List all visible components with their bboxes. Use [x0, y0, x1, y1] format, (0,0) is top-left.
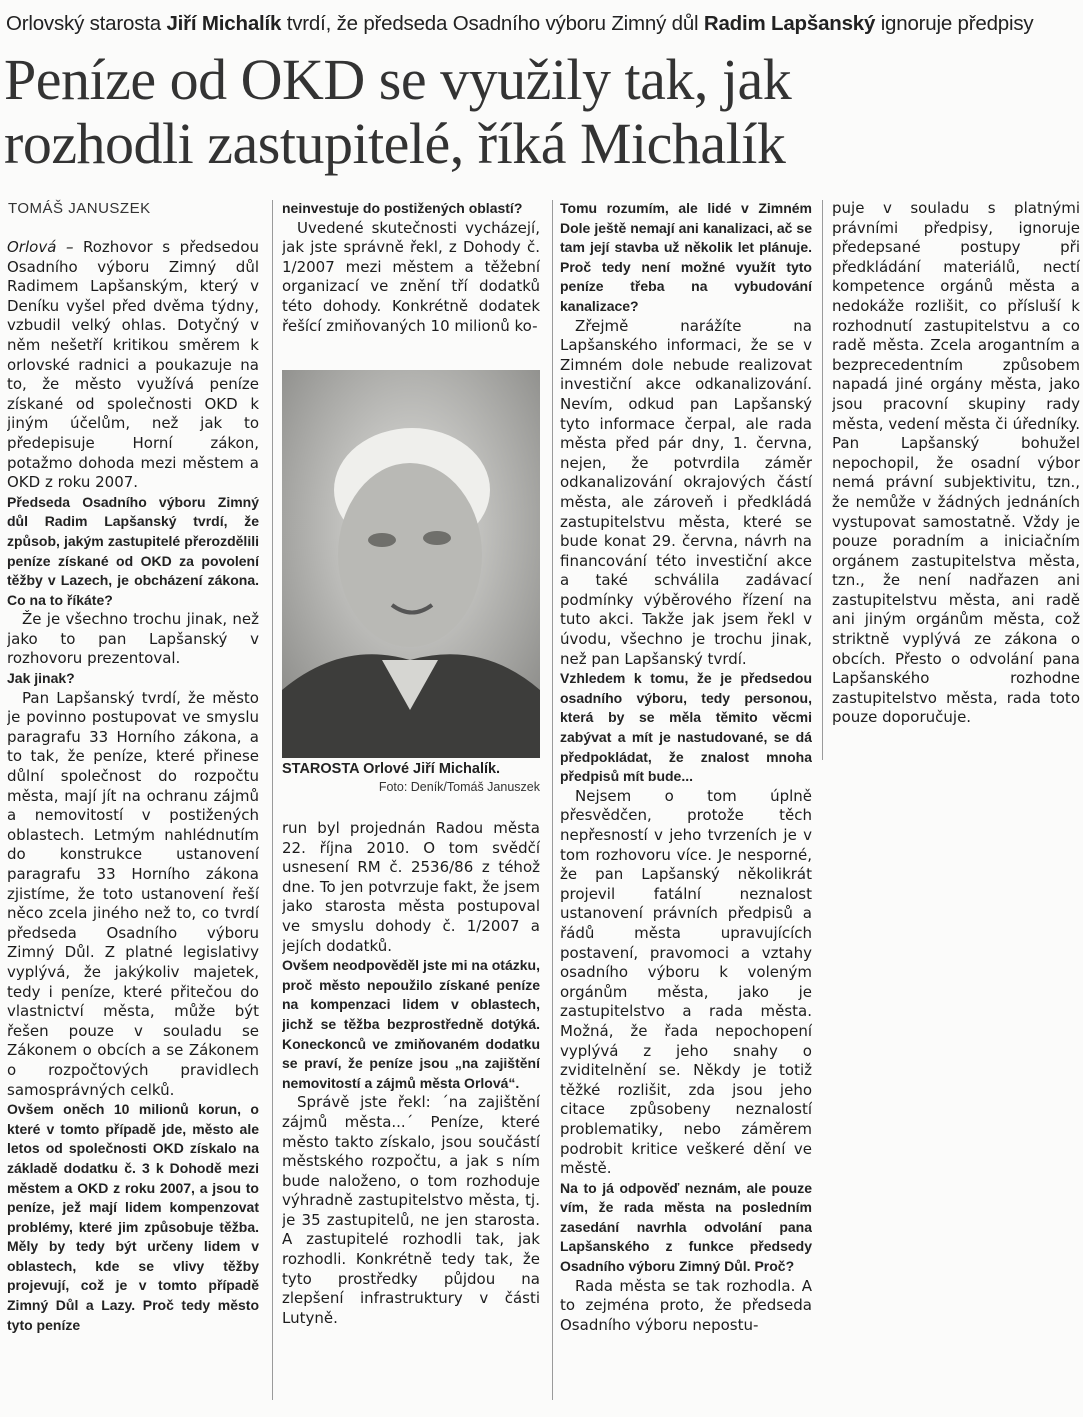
column-divider: [272, 200, 273, 1400]
kicker: [6, 12, 1083, 36]
article-column-1: [7, 238, 259, 1408]
kicker-text-1: Orlovský starosta: [6, 12, 167, 35]
answer-paragraph: Pan Lapšanský tvrdí, že město je povinno postupovat ve smyslu paragrafu 33 Horního zákona, a to tak, že peníze, které přinese důlní společnost do rozpočtu města, mají jít na ochranu zájmů a nemovitostí v postižených oblastech. Letmým nahlédnutím do konstrukce ustanovení paragrafu 33 Horního zákona zjistíme, že toto ustanovení řeší něco zcela jiného než to, co tvrdí předseda Osadního výboru Zimný Důl. Z platné legislativy vyplývá, že jakýkoliv majetek, tedy i peníze, které přitečou do vlastnictví města, může být řešen pouze v souladu se Zákonem o obcích a se Zákonem o rozpočtových pravidlech samosprávných celků.: [7, 688, 259, 1099]
column-divider: [552, 200, 553, 1400]
answer-paragraph: Že je všechno trochu jinak, než jako to pan Lapšanský v rozhovoru prezentoval.: [7, 610, 259, 668]
article-column-4: [832, 199, 1080, 759]
answer-paragraph: run byl projednán Radou města 22. října 2010. O tom svědčí usnesení RM č. 2536/86 z téhož dne. To jen potvrzuje fakt, že jsem jako starosta města postupoval ve smyslu dohody č. 1/2007 a jejích dodatků.: [282, 819, 540, 955]
headline-line-1: Peníze od OKD se využily tak, jak: [4, 48, 792, 112]
kicker-name-mayor: Jiří Michalík: [166, 12, 282, 35]
lead-text: Rozhovor s předsedou Osadního výboru Zimný důl Radimem Lapšanským, který v Deníku vyšel před dvěma týdny, vzbudil velký ohlas. Dotyčný v něm nešetří kritikou směrem k orlovské radnici a poukazuje na to, že město využívá peníze získané od společnosti OKD k jiným účelům, než jak to předepisuje Horní zákon, potažmo dohoda mezi městem a OKD z roku 2007.: [7, 238, 259, 492]
interview-question: Jak jinak?: [7, 670, 75, 687]
author-byline: TOMÁŠ JANUSZEK: [8, 200, 151, 217]
headline: [4, 48, 1083, 176]
kicker-name-chairman: Radim Lapšanský: [703, 12, 876, 35]
interview-question: Tomu rozumím, ale lidé v Zimném Dole ještě nemají ani kanalizaci, ač se tam její stavba už několik let plánuje. Proč tedy není možné využít tyto peníze třeba na vybudování kanalizace?: [560, 200, 812, 314]
lead-paragraph: [7, 238, 259, 493]
article-column-2-top: [282, 199, 540, 371]
portrait-image: [282, 370, 540, 758]
kicker-text-3: ignoruje předpisy: [875, 12, 1034, 35]
answer-paragraph: Zřejmě narážíte na Lapšanského informaci, že se v Zimném dole nebude realizovat investiční akce odkanalizování. Nevím, odkud pan Lapšanský tyto informace čerpal, ale rada města před pár dny, 1. června, nejen, že potvrdila záměr odkanalizování okrajových částí města, ale zároveň i předkládá zastupitelstvu města, které se bude konat 29. června, návrh na financování této investiční akce a také schválila zadávací podmínky výběrového řízení na tuto akci. Takže jak jsem řekl v úvodu, všechno je trochu jinak, než pan Lapšanský tvrdí.: [560, 316, 812, 668]
interview-question: Na to já odpověď neznám, ale pouze vím, že rada města na posledním zasedání navrhla odvolání pana Lapšanského z funkce předsedy Osadního výboru Zimný Důl. Proč?: [560, 1179, 812, 1275]
photo-caption: [282, 760, 540, 796]
photo-credit: Foto: Deník/Tomáš Januszek: [378, 780, 540, 794]
headline-line-2: rozhodli zastupitelé, říká Michalík: [4, 112, 786, 176]
interview-question: neinvestuje do postižených oblastí?: [282, 200, 523, 216]
mayor-photo: [282, 370, 540, 758]
answer-paragraph: Rada města se tak rozhodla. A to zejména proto, že předseda Osadního výboru nepostu-: [560, 1276, 812, 1334]
column-divider: [822, 200, 823, 760]
photo-caption-title: STAROSTA Orlové Jiří Michalík.: [282, 761, 501, 777]
answer-paragraph: Správě jste řekl: ´na zajištění zájmů města...´ Peníze, které město takto získalo, jsou součástí městského rozpočtu, a jak s ním bude naloženo, o tom rozhoduje výhradně zastupitelstvo města, tj. je 35 zastupitelů, ne jen starosta. A zastupitelé rozhodli tak, jak rozhodli. Konkrétně tedy tak, že tyto prostředky půjdou na zlepšení infrastruktury v části Lutyně.: [282, 1093, 540, 1327]
dateline: Orlová –: [7, 238, 74, 256]
interview-question: Ovšem oněch 10 milionů korun, o které v tomto případě jde, město ale letos od společnosti OKD získalo na základě dodatku č. 3 k Dohodě mezi městem a OKD z roku 2007, a jsou to peníze, jež mají lidem kompenzovat problémy, které jim způsobuje těžba. Měly by tedy být určeny lidem v oblastech, kde se vlivy těžby projevují, což je v tomto případě Zimný Důl a Lazy. Proč tedy město tyto peníze: [7, 1101, 259, 1333]
interview-question: Vzhledem k tomu, že je předsedou osadního výboru, tedy personou, která by se měla těmito věcmi zabývat a mít je nastudované, se dá předpokládat, že znalost mnoha předpisů mít bude...: [560, 670, 812, 785]
answer-paragraph: puje v souladu s platnými právními předpisy, ignoruje předepsané postupy při předkládání materiálů, nectí kompetence orgánů města a nedokáže rozlišit, co přísluší k rozhodnutí zastupitelstvu a co radě města. Zcela arogantním a bezprecedentním způsobem napadá jiné orgány města, jako jsou pracovní skupiny rady města, vedení města či úředníky. Pan Lapšanský bohužel nepochopil, že osadní výbor nemá právní subjektivitu, tzn., že nemůže v žádných jednáních vystupovat samostatně. Vždy je pouze poradním a iniciačním orgánem zastupitelstva města, tzn., že není nadřazen ani zastupitelstvu města, ani radě ani jiným orgánům města, což striktně vyplývá ze zákona o obcích. Přesto o odvolání pana Lapšanského rozhodne zastupitelstvo města, rada toto pouze doporučuje.: [832, 199, 1080, 727]
answer-paragraph: Uvedené skutečnosti vycházejí, jak jste správně řekl, z Dohody č. 1/2007 mezi městem a těžební organizací ve znění tří dodatků této dohody. Konkrétně dodatek řešící zmiňovaných 10 milionů ko-: [282, 218, 540, 335]
article-column-3: [560, 199, 812, 1409]
interview-question: Ovšem neodpověděl jste mi na otázku, proč město nepoužilo získané peníze na kompenzaci lidem v oblastech, jichž se těžba bezprostředně dotýká. Koneckonců ve zmiňovaném dodatku se praví, že peníze jsou „na zajištění nemovitostí a zájmů města Orlová“.: [282, 957, 540, 1091]
interview-question: Předseda Osadního výboru Zimný důl Radim Lapšanský tvrdí, že způsob, jakým zastupitelé přerozdělili peníze získané od OKD za povolení těžby v Lazech, je obcházení zákona. Co na to říkáte?: [7, 493, 259, 608]
answer-paragraph: Nejsem o tom úplně přesvědčen, protože těch nepřesností v jeho tvrzeních je v tom rozhovoru více. Je nesporné, že pan Lapšanský několikrát projevil fatální neznalost ustanovení právních předpisů a řádů města upravujících postavení, pravomoci a vztahy osadního výboru k voleným orgánům města, jako je zastupitelstvo a rada města. Možná, že řada nepochopení vyplývá z jeho snahy o zviditelnění se. Někdy je totiž těžké rozlišit, zda jsou jeho citace způsobeny neznalostí problematiky, nebo záměrem podrobit kritice veškeré dění ve městě.: [560, 786, 812, 1178]
article-column-2-bottom: [282, 819, 540, 1409]
kicker-text-2: tvrdí, že předseda Osadního výboru Zimný důl: [281, 12, 704, 35]
